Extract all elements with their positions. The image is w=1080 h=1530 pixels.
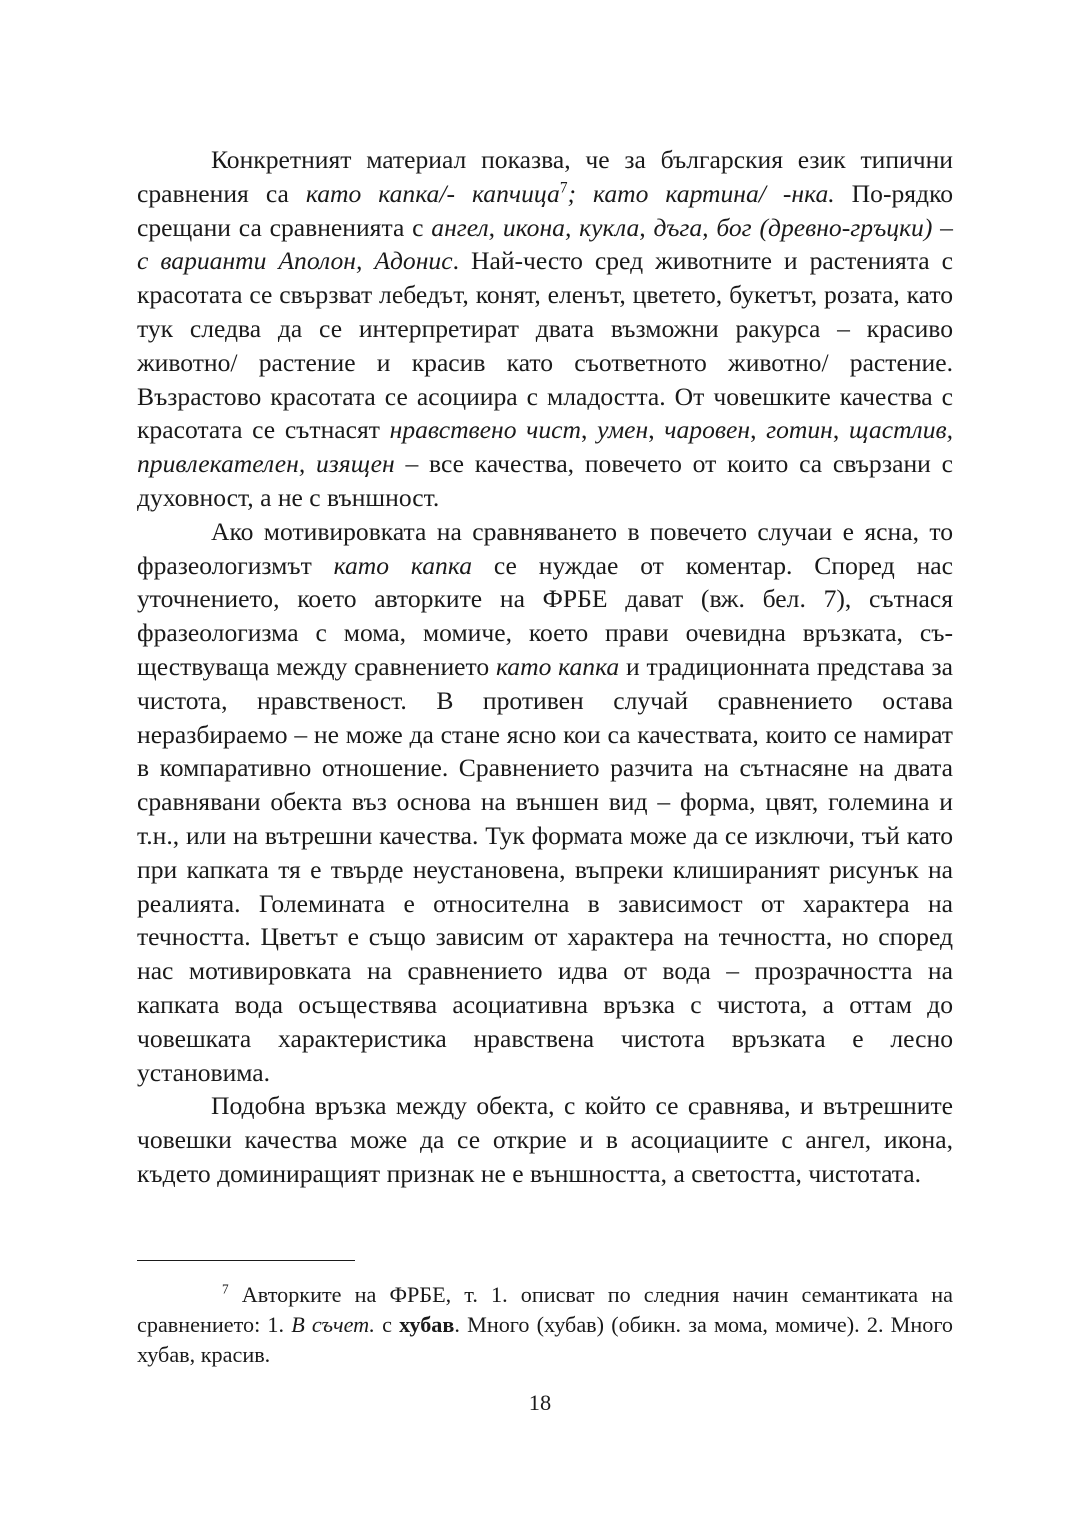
footnote-separator: [137, 1260, 355, 1261]
text-run: ,: [648, 415, 665, 445]
text-run: По-рядко срещани са сравненията с: [137, 178, 953, 242]
text-run: ,: [750, 415, 767, 445]
text-run: Ако мотивировката на сравняването в повечето случаи е ясна, то фразеологизмът: [137, 516, 953, 580]
page-number: 18: [528, 1390, 552, 1415]
text-run: ,: [581, 415, 598, 445]
italic-text: като капка/- капчица: [305, 178, 560, 208]
italic-text: нравствено чист: [389, 415, 582, 445]
italic-text: щастлив, привлекателен, изящен: [137, 415, 954, 479]
italic-text: В съчет.: [291, 1312, 375, 1338]
text-run: . Най-често сред животните и растенията с красотата се свързват лебедът, конят, еленът, цветето, букетът, розата, като тук следва да се интерпретират двата възможни ракурса – красиво животно/ растение и красив като съответното животно/ растение. Възрастово красотата се асоциира с младостта. От човешките качества с красотата се сътнасят: [137, 246, 954, 445]
bold-text: хубав: [399, 1312, 455, 1338]
paragraph-3: [137, 1089, 953, 1190]
text-run: с: [374, 1312, 400, 1338]
italic-text: чаровен: [664, 415, 751, 445]
italic-text: умен: [597, 415, 649, 445]
text-run: се нуждае от коментар. Според нас уточнението, което авторките на ФРБЕ дават (вж. бел. 7), сътнася фразеологизма с мома, момиче, което прави очевидна връзката, съществуваща между сравнението: [137, 550, 953, 681]
paragraph-1: [137, 143, 953, 515]
footnote-reference: 7: [559, 179, 568, 197]
italic-text: готин: [766, 415, 833, 445]
main-text: [137, 143, 953, 1191]
italic-text: като капка: [495, 651, 620, 681]
text-run: Авторките на ФРБЕ, т. 1. описват по следния начин семантиката на сравнението: 1.: [137, 1282, 953, 1338]
text-run: ,: [832, 415, 849, 445]
text-run: Конкретният материал показва, че за българския език типични сравнения са: [137, 145, 953, 208]
paragraph-2: [137, 515, 953, 1090]
italic-text: като капка: [333, 550, 472, 580]
text-run: . Много (хубав) (обикн. за мома, момиче). 2. Много хубав, красив.: [137, 1312, 953, 1368]
text-run: и традиционната представа за чистота, нравственост. В противен случай сравнението остава неразбираемо – не може да стане ясно кои са качествата, които се намират в компаративно отношение. Сравнението разчита на сътнасяне на двата сравнявани обекта въз основа на външен вид – форма, цвят, големина и т.н., или на вътрешни качества. Тук формата може да се изключи, тъй като при капката тя е твърде неустановена, въпреки клишираният рисунък на реалията. Големината е относителна в зависимост от характера на течността. Цветът е също зависим от характера на течността, но според нас мотивировката на сравнението идва от вода – прозрачността на капката вода осъществява асоциативна връзка с чистота, а оттам до човешката характеристика нравствена чистота връзката е лесно установима.: [137, 651, 953, 1087]
footnote-7: [137, 1280, 953, 1371]
text-run: Подобна връзка между обекта, с който се сравнява, и вътрешните човешки качества може да се открие и в асоциациите с ангел, икона, където доминиращият признак не е външността, а светостта, чистотата.: [137, 1091, 953, 1188]
italic-text: ; като картина/ -нка.: [567, 178, 835, 208]
text-run: – все качества, повечето от които са свързани с духовност, а не с външност.: [137, 449, 954, 512]
italic-text: ангел, икона, кукла, дъга, бог (древно-гръцки) – с варианти Аполон, Адонис: [137, 212, 953, 276]
footnote-reference: 7: [222, 1281, 229, 1297]
